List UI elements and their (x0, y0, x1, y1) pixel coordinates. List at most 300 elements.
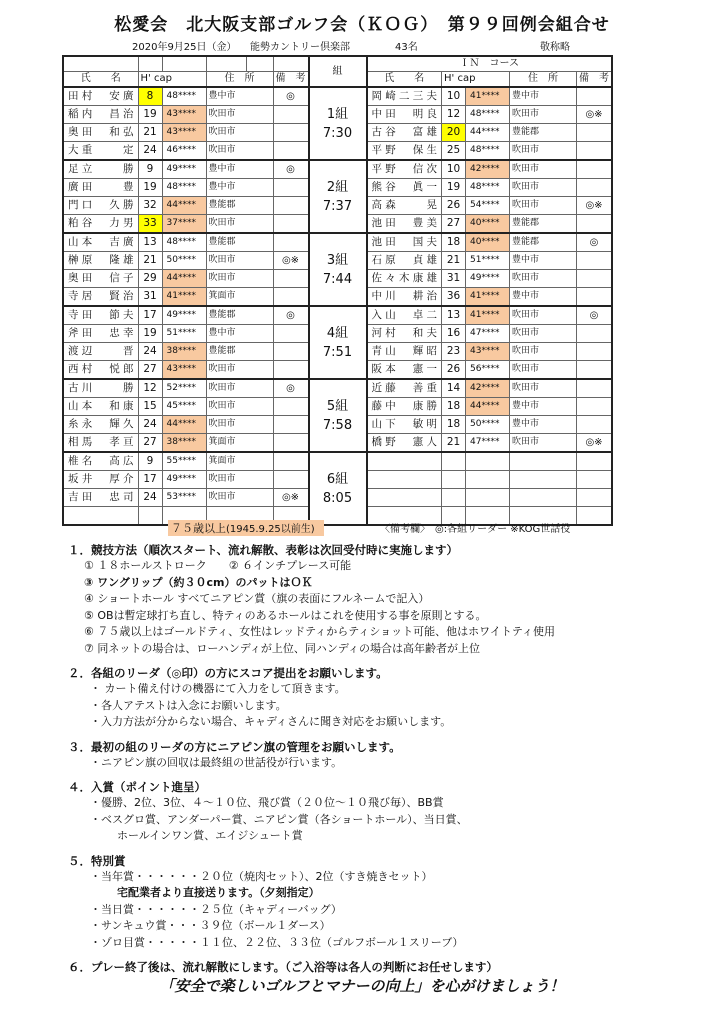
player-birth-code: 45**** (162, 398, 206, 416)
rule-section-heading: ３．最初の組のリーダの方にニアピン旗の管理をお願いします。 (68, 739, 401, 754)
player-remarks (577, 507, 613, 526)
player-handicap: 31 (442, 270, 466, 288)
player-address: 吹田市 (510, 160, 577, 179)
player-handicap: 10 (442, 87, 466, 106)
player-remarks: ◎ (273, 160, 309, 179)
player-birth-code: 41**** (162, 288, 206, 307)
table-row (63, 379, 612, 398)
player-handicap: 21 (138, 252, 162, 270)
player-name: 椎名 高広 (63, 452, 138, 471)
player-address: 吹田市 (206, 142, 273, 161)
player-birth-code: 44**** (162, 270, 206, 288)
group-label: 1組 (326, 106, 349, 122)
player-name: 足立 勝 (63, 160, 138, 179)
player-birth-code: 41**** (466, 306, 510, 325)
player-remarks: ◎ (577, 233, 613, 252)
player-name: 岡崎二三夫 (367, 87, 442, 106)
player-handicap: 32 (138, 197, 162, 215)
name-header: 氏 名 (367, 72, 442, 88)
player-remarks (577, 124, 613, 142)
player-birth-code: 49**** (162, 306, 206, 325)
player-remarks (577, 471, 613, 489)
player-name (63, 507, 138, 526)
rule-section-heading: １．競技方法（順次スタート、流れ解散、表彰は次回受付時に実施します） (68, 543, 458, 557)
player-handicap: 27 (138, 434, 162, 453)
player-birth-code: 42**** (466, 379, 510, 398)
player-remarks (273, 361, 309, 380)
player-remarks: ◎ (273, 379, 309, 398)
player-remarks (577, 270, 613, 288)
player-name (367, 471, 442, 489)
motto: 「安全で楽しいゴルフとマナーの向上」を心がけましょう！ (159, 977, 565, 995)
event-venue: 能勢カントリー倶楽部 (250, 42, 350, 53)
player-birth-code: 49**** (162, 471, 206, 489)
player-name: 藤中 康勝 (367, 398, 442, 416)
event-date: 2020年9月25日（金） (132, 42, 237, 53)
player-address: 吹田市 (510, 197, 577, 215)
age-75-legend: ７５歳以上(1945.9.25以前生) (168, 520, 324, 536)
remarks-header: 備 考 (273, 72, 309, 88)
header-blank-cell (138, 56, 162, 72)
player-handicap: 19 (442, 179, 466, 197)
player-name: 山本 吉廣 (63, 233, 138, 252)
player-name: 奥田 和弘 (63, 124, 138, 142)
player-birth-code: 43**** (162, 106, 206, 124)
player-handicap: 29 (138, 270, 162, 288)
rule-line: ・優勝、2位、3位、４～１０位、飛び賞（２０位～１０飛び毎）、BB賞 (90, 796, 444, 809)
player-remarks (577, 361, 613, 380)
player-remarks: ◎ (273, 87, 309, 106)
player-name: 寺田 節夫 (63, 306, 138, 325)
tee-time: 7:58 (322, 417, 353, 433)
player-handicap: 24 (138, 416, 162, 434)
player-address: 吹田市 (510, 325, 577, 343)
rule-line: ・ゾロ目賞・・・・・１１位、２２位、３３位（ゴルフボール１スリーブ） (90, 935, 464, 949)
player-handicap: 36 (442, 288, 466, 307)
player-address: 吹田市 (206, 416, 273, 434)
player-remarks (577, 452, 613, 471)
remarks-legend: 〈備考欄〉 ◎:各組リーダー ※KOG世話役 (380, 524, 571, 535)
player-name: 山本 和康 (63, 398, 138, 416)
player-address: 吹田市 (510, 434, 577, 453)
player-birth-code: 56**** (466, 361, 510, 380)
player-address: 吹田市 (206, 106, 273, 124)
player-birth-code: 38**** (162, 343, 206, 361)
player-birth-code: 43**** (162, 361, 206, 380)
rule-line: ・ニアピン旗の回収は最終組の世話役が行います。 (90, 755, 343, 769)
player-handicap: 23 (442, 343, 466, 361)
player-address: 豊中市 (510, 252, 577, 270)
hcap-header: H' cap (138, 72, 206, 88)
tee-time: 7:37 (322, 198, 353, 214)
player-handicap: 16 (442, 325, 466, 343)
player-address: 豊能郡 (510, 233, 577, 252)
player-name: 稲内 昌治 (63, 106, 138, 124)
remarks-header: 備 考 (577, 72, 613, 88)
player-address: 豊中市 (206, 179, 273, 197)
rule-line: ・当日賞・・・・・・２５位（キャディーバッグ） (90, 902, 342, 916)
player-birth-code: 37**** (162, 215, 206, 234)
player-remarks (577, 398, 613, 416)
player-handicap: 33 (138, 215, 162, 234)
player-name: 奥田 信子 (63, 270, 138, 288)
player-address: 吹田市 (206, 252, 273, 270)
page-title: 松愛会 北大阪支部ゴルフ会（ＫＯＧ） 第９９回例会組合せ (114, 15, 610, 35)
player-address: 吹田市 (206, 361, 273, 380)
player-remarks (273, 416, 309, 434)
player-remarks: ◎ (273, 306, 309, 325)
player-address: 豊中市 (510, 416, 577, 434)
player-address: 吹田市 (206, 398, 273, 416)
player-remarks (577, 87, 613, 106)
player-remarks (273, 142, 309, 161)
player-remarks: ◎※ (273, 489, 309, 507)
player-address: 吹田市 (510, 270, 577, 288)
player-address: 豊能郡 (510, 124, 577, 142)
player-remarks (273, 270, 309, 288)
rule-line: ・入力方法が分からない場合、キャディさんに聞き対応をお願いします。 (90, 715, 452, 728)
rule-line: ⑥ ７５歳以上はゴールドティ、女性はレッドティからティショット可能、他はホワイトティ使用 (84, 625, 555, 638)
table-row (63, 87, 612, 106)
player-handicap: 9 (138, 452, 162, 471)
group-label: 5組 (326, 398, 349, 414)
group-label: 2組 (326, 179, 349, 195)
player-name: 古川 勝 (63, 379, 138, 398)
player-birth-code: 50**** (162, 252, 206, 270)
player-address: 豊能郡 (510, 215, 577, 234)
player-birth-code (466, 489, 510, 507)
player-remarks (577, 416, 613, 434)
player-address (510, 471, 577, 489)
rule-line: ホールインワン賞、エイジシュート賞 (106, 829, 303, 842)
player-name: 門口 久勝 (63, 197, 138, 215)
tee-time: 7:44 (322, 271, 353, 287)
player-name: 中田 明良 (367, 106, 442, 124)
player-address: 豊中市 (510, 398, 577, 416)
player-name: 榊原 隆雄 (63, 252, 138, 270)
player-birth-code: 49**** (466, 270, 510, 288)
table-row (63, 160, 612, 179)
player-birth-code: 51**** (162, 325, 206, 343)
player-name: 平野 保生 (367, 142, 442, 161)
player-remarks (577, 179, 613, 197)
group-cell (309, 160, 367, 233)
rule-line: ・サンキュウ賞・・・３９位（ボール１ダース） (90, 919, 331, 932)
player-handicap: 27 (442, 215, 466, 234)
table-row (63, 233, 612, 252)
table-row (63, 306, 612, 325)
header-blank-cell (273, 56, 309, 72)
player-birth-code: 38**** (162, 434, 206, 453)
player-name: 西村 悦郎 (63, 361, 138, 380)
player-birth-code (466, 471, 510, 489)
rule-section-heading: ２．各組のリーダ（◎印）の方にスコア提出をお願いします。 (68, 666, 388, 680)
player-remarks (273, 452, 309, 471)
player-address: 豊中市 (206, 87, 273, 106)
player-address: 吹田市 (206, 379, 273, 398)
player-handicap: 19 (138, 106, 162, 124)
player-birth-code (466, 452, 510, 471)
group-header: 組 (309, 56, 367, 87)
player-name: 池田 豊美 (367, 215, 442, 234)
player-address: 吹田市 (510, 379, 577, 398)
player-remarks (273, 325, 309, 343)
group-label: 4組 (326, 325, 349, 341)
player-remarks (577, 142, 613, 161)
player-birth-code: 47**** (466, 325, 510, 343)
player-name: 斧田 忠幸 (63, 325, 138, 343)
player-birth-code: 41**** (466, 288, 510, 307)
player-handicap: 18 (442, 416, 466, 434)
hcap-header: H' cap (442, 72, 510, 88)
address-header: 住 所 (510, 72, 577, 88)
player-birth-code: 52**** (162, 379, 206, 398)
rule-line: ③ ワングリップ（約３０cm）のパットはＯＫ (84, 575, 313, 589)
group-label: 6組 (326, 471, 349, 487)
player-name: 入山 卓二 (367, 306, 442, 325)
rule-line: ・各人アテストは入念にお願いします。 (90, 698, 287, 712)
player-birth-code: 48**** (162, 179, 206, 197)
player-name: 田村 安廣 (63, 87, 138, 106)
rule-line: ④ ショートホール すべてニアピン賞（旗の表面にフルネームで記入） (84, 592, 430, 605)
player-name (367, 489, 442, 507)
player-handicap (442, 489, 466, 507)
player-remarks (577, 252, 613, 270)
player-address: 吹田市 (510, 361, 577, 380)
player-birth-code: 40**** (466, 233, 510, 252)
header-blank-cell (63, 56, 138, 72)
player-name (367, 452, 442, 471)
header-blank-cell (206, 56, 246, 72)
player-remarks: ◎ (577, 306, 613, 325)
player-handicap: 9 (138, 160, 162, 179)
player-handicap: 21 (442, 434, 466, 453)
player-handicap: 24 (138, 343, 162, 361)
player-birth-code: 43**** (162, 124, 206, 142)
group-cell (309, 87, 367, 160)
player-address: 箕面市 (206, 434, 273, 453)
tee-time: 7:30 (322, 125, 353, 141)
player-remarks (577, 160, 613, 179)
player-name: 池田 国夫 (367, 233, 442, 252)
player-remarks: ◎※ (273, 252, 309, 270)
player-birth-code: 41**** (466, 87, 510, 106)
player-handicap (442, 471, 466, 489)
player-handicap: 19 (138, 179, 162, 197)
player-name: 糸永 輝久 (63, 416, 138, 434)
player-birth-code: 48**** (466, 106, 510, 124)
player-address: 豊能郡 (206, 343, 273, 361)
player-name: 橋野 憲人 (367, 434, 442, 453)
player-address: 吹田市 (510, 106, 577, 124)
player-handicap: 12 (442, 106, 466, 124)
player-remarks (273, 179, 309, 197)
player-remarks (273, 124, 309, 142)
player-remarks (273, 434, 309, 453)
player-remarks: ◎※ (577, 106, 613, 124)
player-address: 豊能郡 (206, 197, 273, 215)
player-name: 粕谷 力男 (63, 215, 138, 234)
player-handicap: 18 (442, 398, 466, 416)
player-address: 箕面市 (206, 452, 273, 471)
rule-section-heading: ６．プレー終了後は、流れ解散にします。（ご入浴等は各人の判断にお任せします） (68, 960, 498, 974)
player-address: 豊能郡 (206, 306, 273, 325)
player-remarks (273, 343, 309, 361)
player-handicap: 31 (138, 288, 162, 307)
player-birth-code: 48**** (466, 179, 510, 197)
player-address: 吹田市 (206, 471, 273, 489)
player-handicap: 20 (442, 124, 466, 142)
player-birth-code: 44**** (466, 124, 510, 142)
address-header: 住 所 (206, 72, 273, 88)
player-address: 豊中市 (206, 160, 273, 179)
pairing-table (62, 55, 613, 526)
player-remarks: ◎※ (577, 434, 613, 453)
name-header: 氏 名 (63, 72, 138, 88)
player-birth-code: 49**** (162, 160, 206, 179)
player-address: 豊中市 (206, 325, 273, 343)
rule-line: ⑦ 同ネットの場合は、ローハンディが上位、同ハンディの場合は高年齢者が上位 (84, 641, 481, 655)
header-blank-cell (162, 56, 206, 72)
tee-time: 7:51 (322, 344, 353, 360)
player-address (510, 452, 577, 471)
player-birth-code: 46**** (162, 142, 206, 161)
group-cell (309, 379, 367, 452)
player-birth-code: 42**** (466, 160, 510, 179)
player-birth-code: 43**** (466, 343, 510, 361)
player-handicap (442, 452, 466, 471)
player-handicap: 13 (138, 233, 162, 252)
player-handicap: 21 (442, 252, 466, 270)
player-name: 大重 定 (63, 142, 138, 161)
player-remarks (273, 215, 309, 234)
player-remarks (273, 288, 309, 307)
group-cell (309, 306, 367, 379)
player-birth-code: 44**** (162, 416, 206, 434)
player-name: 河村 和夫 (367, 325, 442, 343)
player-handicap: 21 (138, 124, 162, 142)
player-birth-code: 40**** (466, 215, 510, 234)
player-handicap: 17 (138, 306, 162, 325)
rules-section (68, 542, 708, 975)
tee-time: 8:05 (322, 490, 353, 506)
player-handicap: 8 (138, 87, 162, 106)
group-cell (309, 233, 367, 306)
player-birth-code: 44**** (162, 197, 206, 215)
player-address: 吹田市 (206, 215, 273, 234)
player-name: 渡辺 晋 (63, 343, 138, 361)
rule-line: ⑤ OBは暫定球打ち直し、特ティのあるホールはこれを使用する事を原則とする。 (84, 608, 487, 622)
group-cell (309, 452, 367, 525)
player-handicap: 19 (138, 325, 162, 343)
player-address: 吹田市 (510, 306, 577, 325)
player-name: 佐々木康雄 (367, 270, 442, 288)
player-birth-code: 44**** (466, 398, 510, 416)
honorific-note: 敬称略 (540, 42, 570, 53)
player-name: 高森 晃 (367, 197, 442, 215)
player-handicap (138, 507, 162, 526)
player-name: 坂井 厚介 (63, 471, 138, 489)
player-remarks (273, 233, 309, 252)
player-name: 吉田 忠司 (63, 489, 138, 507)
player-address (510, 489, 577, 507)
player-address: 豊能郡 (206, 233, 273, 252)
rule-line: ① １８ホールストローク ② ６インチプレース可能 (84, 559, 352, 572)
player-address: 吹田市 (206, 270, 273, 288)
player-handicap: 26 (442, 361, 466, 380)
player-name: 寺居 賢治 (63, 288, 138, 307)
table-row (63, 452, 612, 471)
player-handicap: 25 (442, 142, 466, 161)
player-address: 吹田市 (510, 343, 577, 361)
player-remarks (273, 398, 309, 416)
player-birth-code: 53**** (162, 489, 206, 507)
player-remarks (273, 197, 309, 215)
player-birth-code: 50**** (466, 416, 510, 434)
player-handicap: 24 (138, 489, 162, 507)
participant-count: 43名 (395, 42, 418, 53)
player-name: 中川 耕治 (367, 288, 442, 307)
rule-section-heading: ５．特別賞 (68, 853, 126, 868)
player-handicap: 18 (442, 233, 466, 252)
player-birth-code: 48**** (162, 87, 206, 106)
player-birth-code: 51**** (466, 252, 510, 270)
player-birth-code: 55**** (162, 452, 206, 471)
player-remarks (273, 106, 309, 124)
player-handicap: 17 (138, 471, 162, 489)
player-remarks (577, 325, 613, 343)
player-remarks (577, 489, 613, 507)
rule-section-heading: ４．入賞（ポイント進呈） (68, 780, 206, 794)
player-name: 平野 信次 (367, 160, 442, 179)
player-name: 相馬 孝亘 (63, 434, 138, 453)
in-course-header: ＩＮ コース (367, 56, 613, 72)
player-name: 熊谷 眞一 (367, 179, 442, 197)
rule-line: ・ カート備え付けの機器にて入力をして頂きます。 (90, 682, 346, 695)
player-handicap: 15 (138, 398, 162, 416)
player-name: 阪本 憲一 (367, 361, 442, 380)
player-name: 青山 輝昭 (367, 343, 442, 361)
player-handicap: 26 (442, 197, 466, 215)
player-handicap: 10 (442, 160, 466, 179)
player-handicap: 13 (442, 306, 466, 325)
player-address: 豊中市 (510, 87, 577, 106)
player-address: 吹田市 (206, 489, 273, 507)
player-address: 豊中市 (510, 288, 577, 307)
player-address: 吹田市 (510, 142, 577, 161)
rule-line: ・ベスグロ賞、アンダーパー賞、ニアピン賞（各ショートホール）、当日賞、 (90, 812, 468, 826)
player-remarks (577, 379, 613, 398)
player-remarks (577, 343, 613, 361)
player-handicap: 14 (442, 379, 466, 398)
player-name: 石原 貞雄 (367, 252, 442, 270)
player-birth-code: 48**** (162, 233, 206, 252)
player-name: 廣田 豊 (63, 179, 138, 197)
player-remarks: ◎※ (577, 197, 613, 215)
player-remarks (577, 288, 613, 307)
group-label: 3組 (326, 252, 349, 268)
player-name: 山下 敏明 (367, 416, 442, 434)
player-address: 箕面市 (206, 288, 273, 307)
player-remarks (273, 471, 309, 489)
player-address: 吹田市 (510, 179, 577, 197)
header-blank-cell (246, 56, 273, 72)
player-handicap: 24 (138, 142, 162, 161)
rule-line: 宅配業者より直接送ります。（夕刻指定） (106, 886, 320, 899)
player-address: 吹田市 (206, 124, 273, 142)
rule-line: ・当年賞・・・・・・２０位（焼肉セット）、2位（すき焼きセット） (90, 869, 433, 883)
player-handicap: 12 (138, 379, 162, 398)
